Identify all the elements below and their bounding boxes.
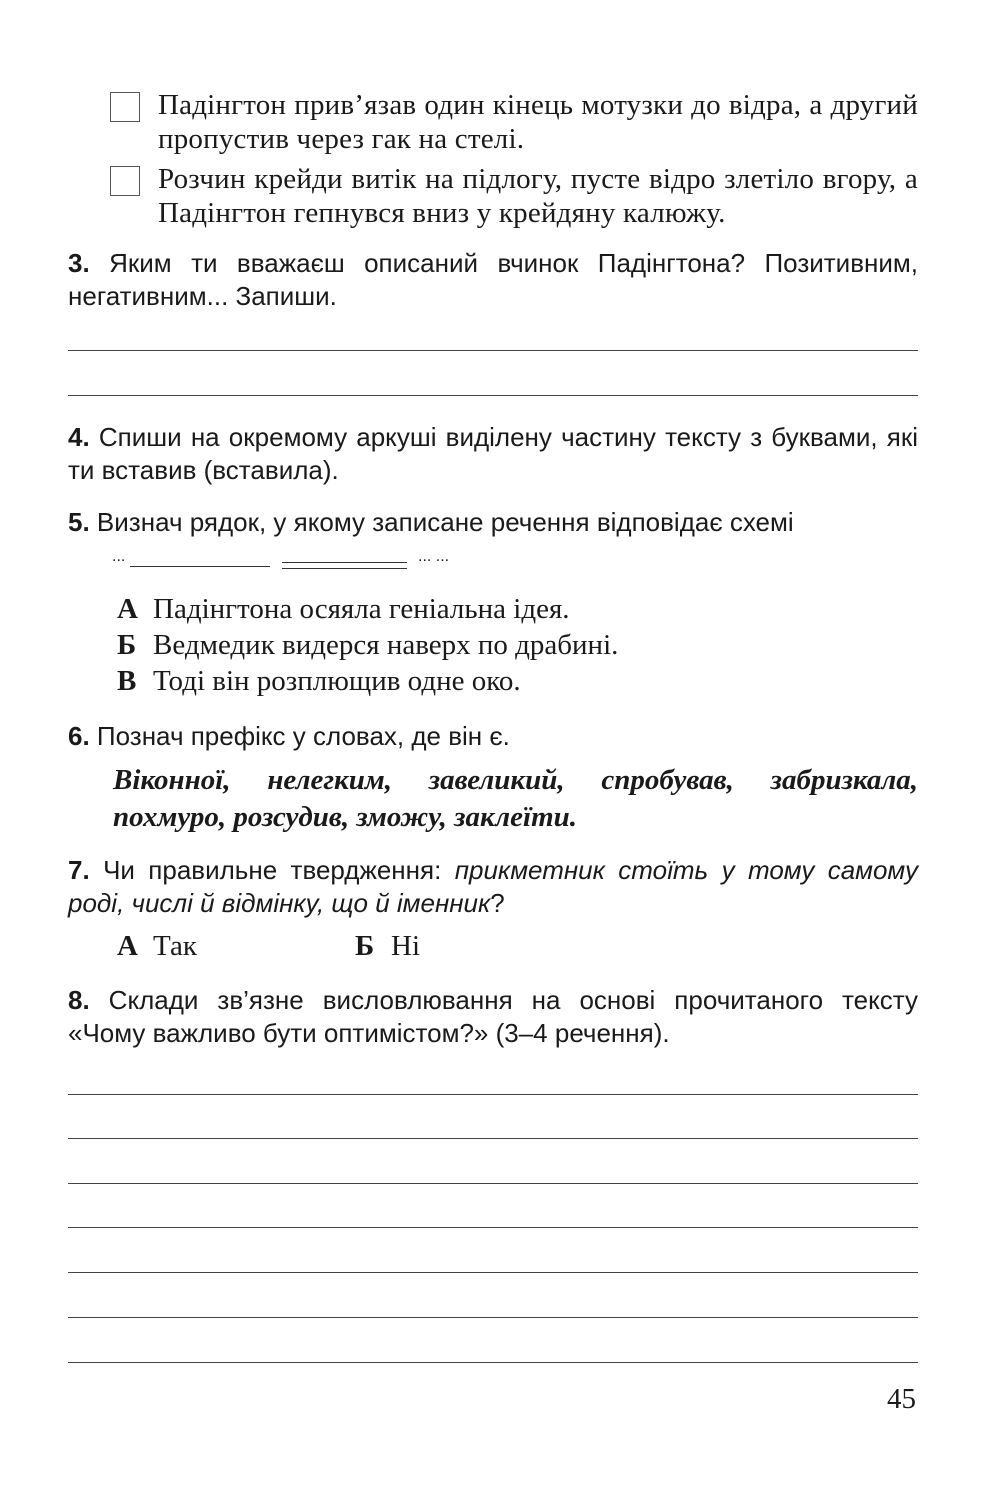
answer-line[interactable] (68, 1183, 918, 1184)
option-text: Падінгтона осяяла геніальна ідея. (153, 593, 570, 625)
option-no[interactable] (355, 929, 420, 963)
checkbox[interactable] (110, 166, 140, 196)
scheme-predicate-double-line (282, 562, 407, 569)
task-text: Яким ти вважаєш описаний вчинок Падінгтона? Позитивним, негативним... Запиши. (68, 248, 918, 311)
task-statement: прикметник стоїть у тому самому роді, числі й відмінку, що й іменник (68, 855, 918, 918)
task-5 (68, 506, 918, 539)
task-4 (68, 421, 918, 487)
task-number: 3. (68, 248, 90, 278)
checklist-item-text: Падінгтон прив’язав один кінець мотузки до відра, а другий пропустив через гак на стелі. (158, 89, 918, 155)
answer-line[interactable] (68, 1094, 918, 1095)
task-number: 4. (68, 422, 90, 452)
answer-line[interactable] (68, 1138, 918, 1139)
task-text: Чи правильне твердження: (103, 855, 455, 885)
sentence-scheme (112, 548, 472, 578)
option-a[interactable] (117, 592, 570, 626)
task-7 (68, 854, 918, 920)
task-number: 6. (68, 721, 90, 751)
option-text: Так (153, 930, 197, 962)
option-text: Тоді він розплющив одне око. (153, 665, 521, 697)
checklist-item (110, 162, 920, 232)
scheme-dots-right: ... ... (418, 548, 450, 565)
option-text: Ні (391, 930, 420, 962)
answer-line[interactable] (68, 1317, 918, 1318)
answer-line[interactable] (68, 350, 918, 351)
task-text: Склади зв’язне висловлювання на основі прочитаного тексту «Чому важливо бути оптимістом?» (3–4 речення). (68, 985, 918, 1048)
option-letter: В (117, 665, 137, 697)
option-letter: Б (117, 629, 137, 661)
task-text-end: ? (490, 888, 505, 918)
answer-line[interactable] (68, 395, 918, 396)
answer-line[interactable] (68, 1362, 918, 1363)
task-text: Познач префікс у словах, де він є. (96, 721, 510, 751)
task-number: 7. (68, 855, 90, 885)
option-letter: Б (355, 930, 375, 962)
task-number: 8. (68, 985, 90, 1015)
word-list: Віконної, нелегким, завеликий, спробував, забризкала, похмуро, розсудив, зможу, заклеїти. (113, 764, 918, 833)
checklist-item (110, 88, 920, 158)
task-text: Визнач рядок, у якому записане речення відповідає схемі (96, 507, 794, 537)
option-letter: А (117, 593, 138, 625)
task-number: 5. (68, 507, 90, 537)
checkbox[interactable] (110, 92, 140, 122)
checklist-item-text: Розчин крейди витік на підлогу, пусте відро злетіло вгору, а Падінгтон гепнувся вниз у крейдяну калюжу. (158, 163, 918, 229)
option-b[interactable] (117, 628, 618, 662)
task-8 (68, 984, 918, 1050)
option-yes[interactable] (117, 929, 197, 963)
option-text: Ведмедик видерся наверх по драбині. (153, 629, 619, 661)
answer-line[interactable] (68, 1272, 918, 1273)
scheme-subject-line (130, 566, 270, 567)
task-3 (68, 247, 918, 313)
page-number: 45 (887, 1383, 916, 1415)
scheme-dots-left: ... (112, 548, 126, 565)
task-text: Спиши на окремому аркуші виділену частину тексту з буквами, які ти вставив (вставила). (68, 422, 918, 485)
task-6 (68, 720, 918, 753)
option-c[interactable] (117, 664, 521, 698)
answer-line[interactable] (68, 1227, 918, 1228)
option-letter: А (117, 930, 138, 962)
